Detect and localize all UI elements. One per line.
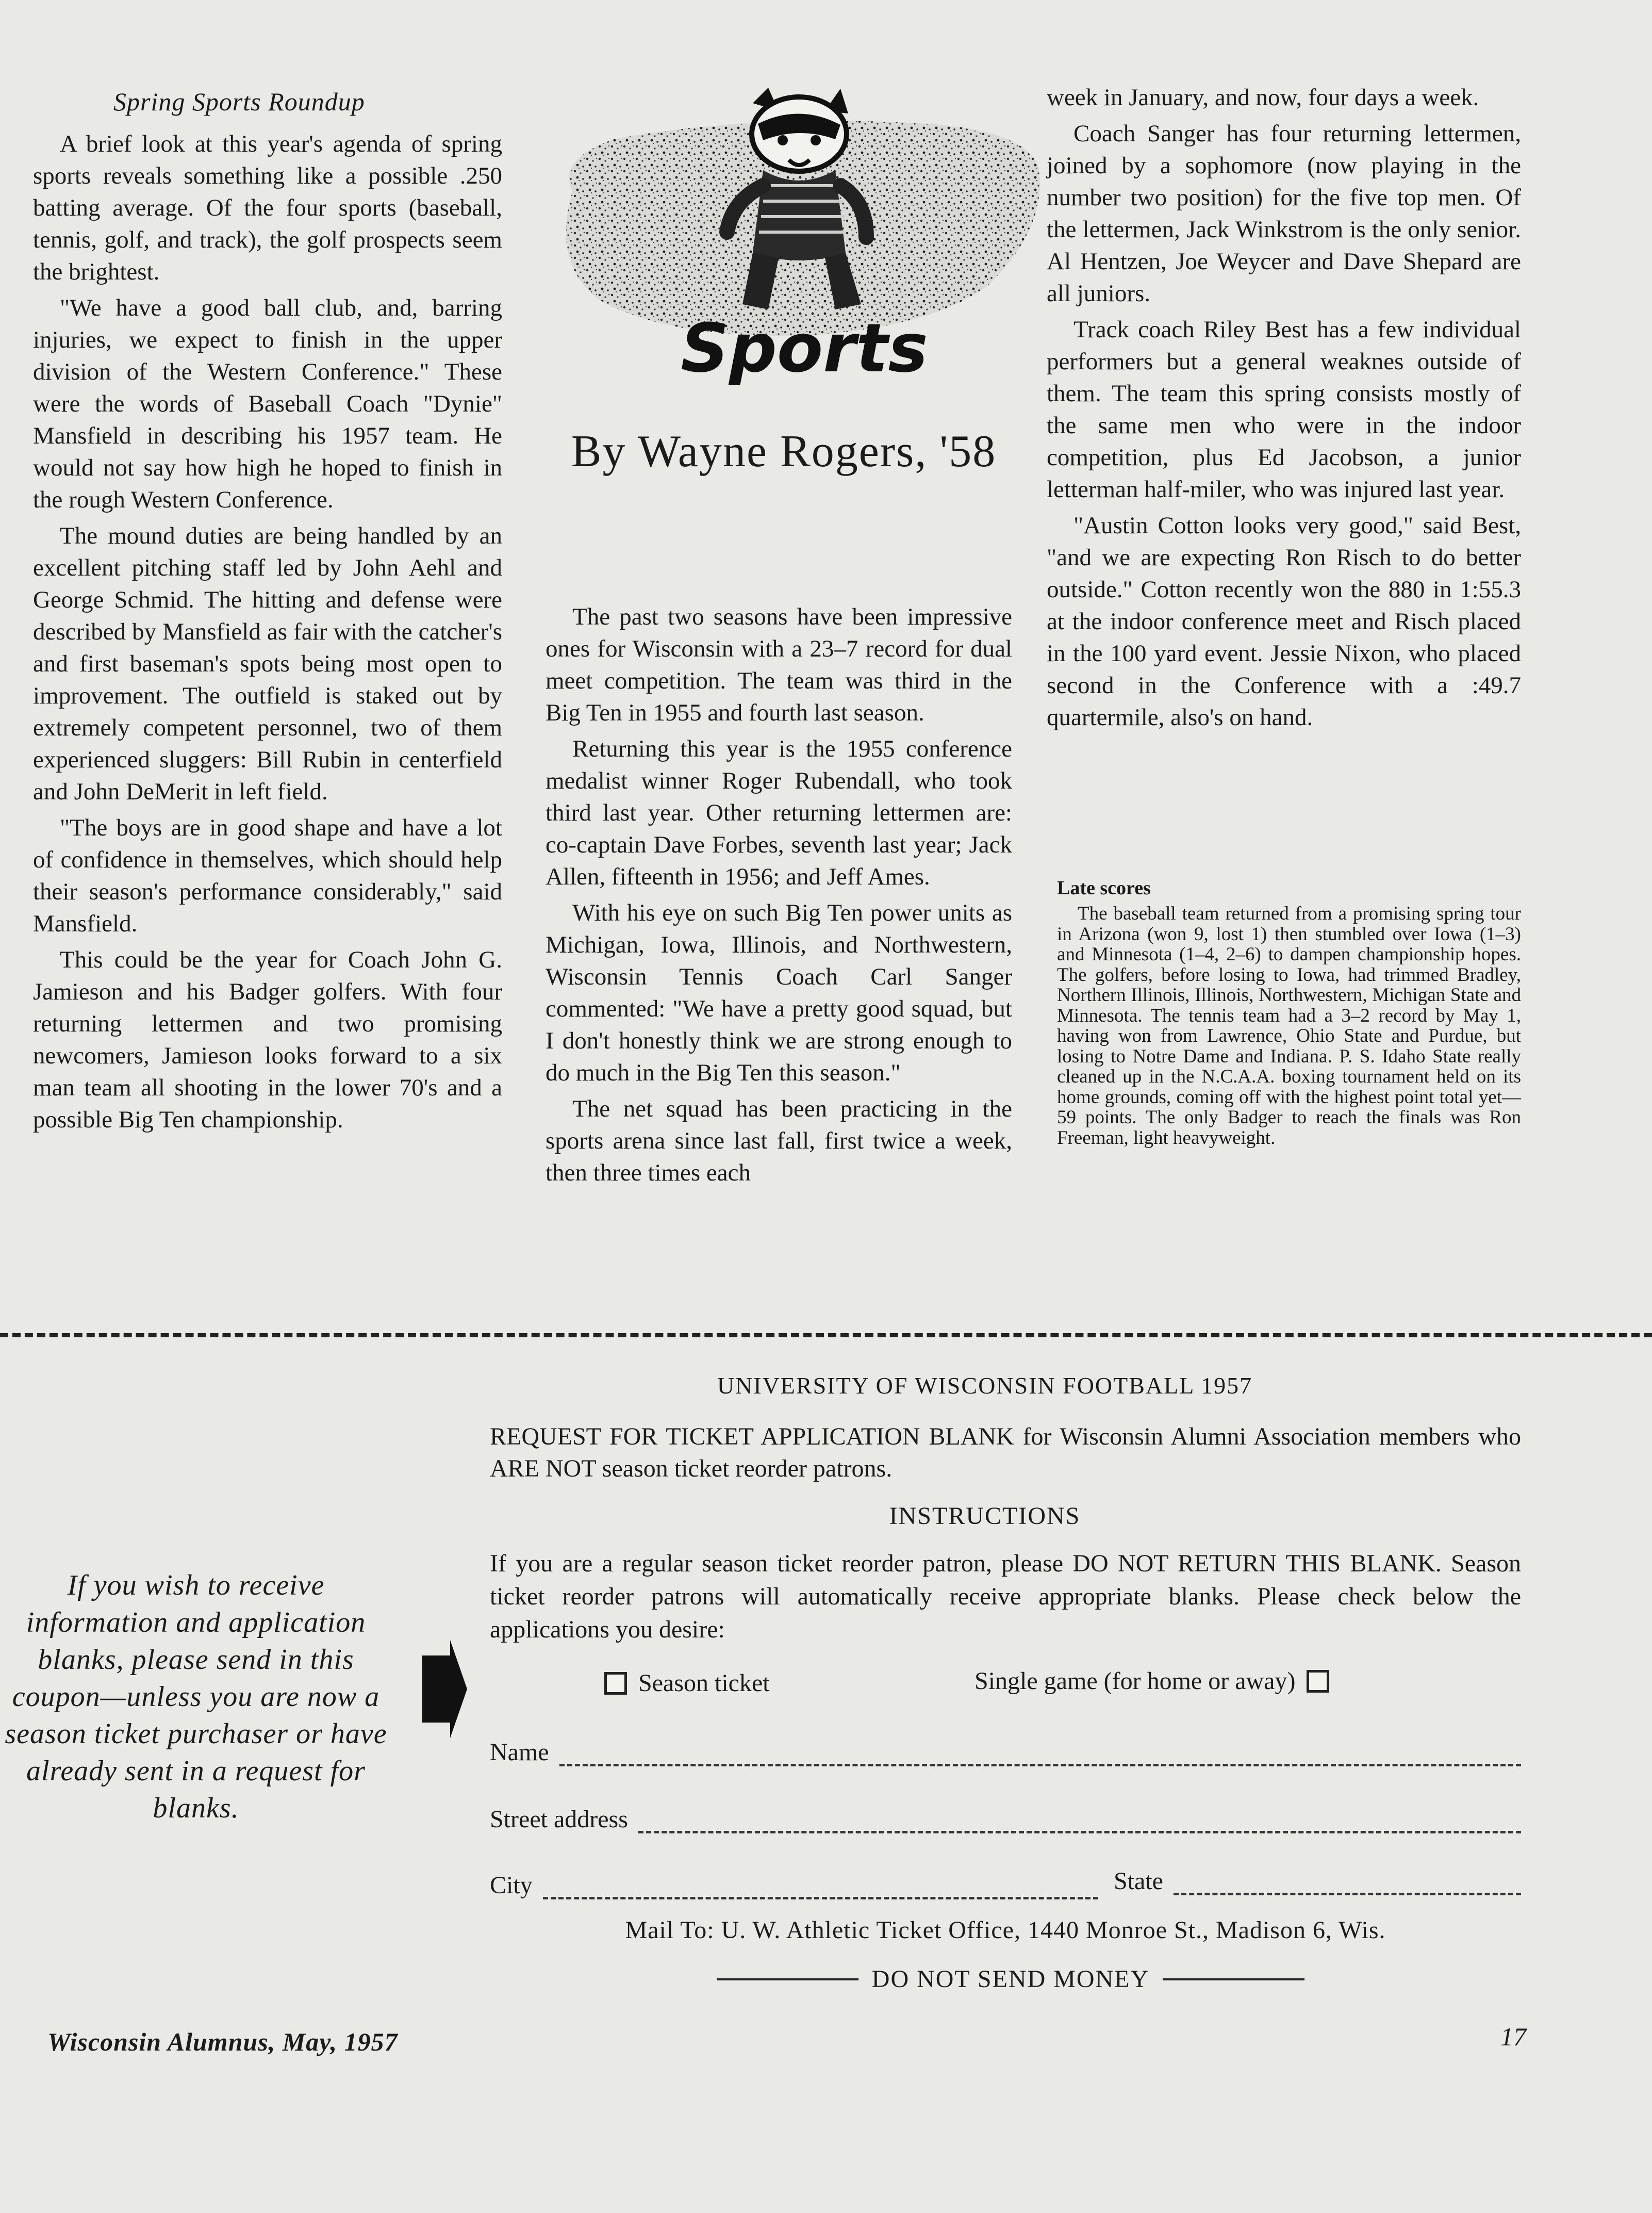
section-heading: Spring Sports Roundup	[113, 87, 365, 116]
article-column-3	[1047, 81, 1521, 733]
paragraph: The past two seasons have been impressive ones for Wisconsin with a 23–7 record for dual meet competition. The team was third in the Big Ten in 1955 and fourth last season.	[546, 603, 1012, 726]
single-game-label: Single game (for home or away)	[974, 1667, 1296, 1695]
paragraph: week in January, and now, four days a week.	[1047, 84, 1479, 111]
late-scores-heading: Late scores	[1057, 877, 1151, 899]
paragraph: With his eye on such Big Ten power units as Michigan, Iowa, Illinois, and Northwestern, Wisconsin Tennis Coach Carl Sanger commented: "We have a pretty good squad, but I don't honestly think we are strong enough to do much in the Big Ten this season."	[546, 899, 1012, 1086]
publication-footer: Wisconsin Alumnus, May, 1957	[47, 2027, 398, 2056]
street-address-field[interactable]	[490, 1805, 1521, 1833]
name-field[interactable]	[490, 1738, 1521, 1766]
paragraph: Track coach Riley Best has a few individual performers but a general weaknes outside of them. The team this spring consists mostly of the same men who were in the indoor competition, plus Ed Jacobson, a junior letterman half-miler, who was injured last year.	[1047, 316, 1521, 503]
paragraph: This could be the year for Coach John G. Jamieson and his Badger golfers. With four returning lettermen and two promising newcomers, Jamieson looks forward to a six man team all shooting in the lower 70's and a possible Big Ten championship.	[33, 946, 502, 1133]
sports-logo-word: Sports	[681, 309, 928, 387]
no-money-notice	[717, 1965, 1304, 1993]
season-ticket-checkbox[interactable]	[604, 1672, 627, 1695]
city-label: City	[490, 1872, 533, 1899]
coupon-request: REQUEST FOR TICKET APPLICATION BLANK for Wisconsin Alumni Association members who ARE NOT season ticket reorder patrons.	[490, 1423, 1521, 1482]
late-scores-text: The baseball team returned from a promising spring tour in Arizona (won 9, lost 1) then stumbled over Iowa (1–3) and Minnesota (1–4, 2–6) to dampen championship hopes. The golfers, before losing to Iowa, had trimmed Bradley, Northern Illinois, Illinois, Northwestern, Michigan State and Minnesota. The tennis team had a 3–2 record by May 1, having won from Lawrence, Ohio State and Purdue, but losing to Notre Dame and Indiana. P. S. Idaho State really cleaned up in the N.C.A.A. boxing tournament held on its home grounds, coming off with the highest point total yet—59 points. The only Badger to reach the finals was Ron Freeman, light heavyweight.	[1057, 903, 1521, 1149]
paragraph: A brief look at this year's agenda of spring sports reveals something like a possible .250 batting average. Of the four sports (baseball, tennis, golf, and track), the golf prospects seem the brightest.	[33, 130, 502, 285]
paragraph: "Austin Cotton looks very good," said Best, "and we are expecting Ron Risch to do better outside." Cotton recently won the 880 in 1:55.3 at the indoor conference meet and Risch placed in the 100 yard event. Jessie Nixon, who placed second in the Conference with a :49.7 quartermile, also's on hand.	[1047, 512, 1521, 731]
street-address-line[interactable]	[638, 1815, 1521, 1833]
coupon-title: UNIVERSITY OF WISCONSIN FOOTBALL 1957	[717, 1372, 1253, 1399]
paragraph: Coach Sanger has four returning lettermen, joined by a sophomore (now playing in the number two position) for the five top men. Of the lettermen, Jack Winkstrom is the only senior. Al Hentzen, Joe Weycer and Dave Shepard are all juniors.	[1047, 120, 1521, 307]
paragraph: The mound duties are being handled by an excellent pitching staff led by John Aehl and George Schmid. The hitting and defense were described by Mansfield as fair with the catcher's and first baseman's spots being most open to improvement. The outfield is staked out by extremely competent personnel, two of them experienced sluggers: Bill Rubin in centerfield and John DeMerit in left field.	[33, 522, 502, 805]
paragraph: "The boys are in good shape and have a lot of confidence in themselves, which should help their season's performance considerably," said Mansfield.	[33, 814, 502, 937]
instructions-heading: INSTRUCTIONS	[889, 1502, 1081, 1530]
mail-to-address: Mail To: U. W. Athletic Ticket Office, 1440 Monroe St., Madison 6, Wis.	[625, 1916, 1386, 1944]
season-ticket-label: Season ticket	[638, 1669, 770, 1697]
no-money-text: DO NOT SEND MONEY	[871, 1965, 1150, 1993]
name-line[interactable]	[559, 1748, 1521, 1766]
paragraph: Returning this year is the 1955 conference medalist winner Roger Rubendall, who took third last year. Other returning lettermen are: co-captain Dave Forbes, seventh last year; Jack Allen, fifteenth in 1956; and Jeff Ames.	[546, 735, 1012, 890]
state-line[interactable]	[1174, 1877, 1521, 1895]
late-scores-box	[1057, 904, 1521, 1148]
byline: By Wayne Rogers, '58	[571, 427, 997, 477]
street-address-label: Street address	[490, 1806, 628, 1833]
arrow-right-icon	[422, 1640, 467, 1738]
state-label: State	[1114, 1867, 1163, 1895]
instructions-text: If you are a regular season ticket reorder patron, please DO NOT RETURN THIS BLANK. Season ticket reorder patrons will automatically receive appropriate blanks. Please check below the applications you desire:	[490, 1550, 1521, 1643]
article-column-1	[33, 128, 502, 1136]
season-ticket-option[interactable]	[604, 1669, 770, 1697]
badger-sports-logo	[536, 83, 1052, 397]
article-column-2	[546, 601, 1012, 1189]
page-number: 17	[1500, 2022, 1526, 2051]
single-game-option[interactable]	[974, 1667, 1329, 1695]
coupon-cut-line	[0, 1333, 1652, 1337]
paragraph: "We have a good ball club, and, barring injuries, we expect to finish in the upper division of the Western Conference." These were the words of Baseball Coach "Dynie" Mansfield in describing his 1957 team. He would not say how high he hoped to finish in the rough Western Conference.	[33, 294, 502, 513]
rule-right	[1163, 1978, 1304, 1980]
single-game-checkbox[interactable]	[1307, 1670, 1329, 1693]
city-field[interactable]	[490, 1871, 1098, 1899]
name-label: Name	[490, 1739, 549, 1766]
rule-left	[717, 1978, 858, 1980]
city-line[interactable]	[543, 1881, 1098, 1899]
paragraph: The net squad has been practicing in the sports arena since last fall, first twice a week, then three times each	[546, 1095, 1012, 1186]
coupon-side-note: If you wish to receive information and application blanks, please send in this coupon—unless you are now a season ticket purchaser or have already sent in a request for blanks.	[5, 1569, 387, 1824]
state-field[interactable]	[1114, 1867, 1521, 1895]
